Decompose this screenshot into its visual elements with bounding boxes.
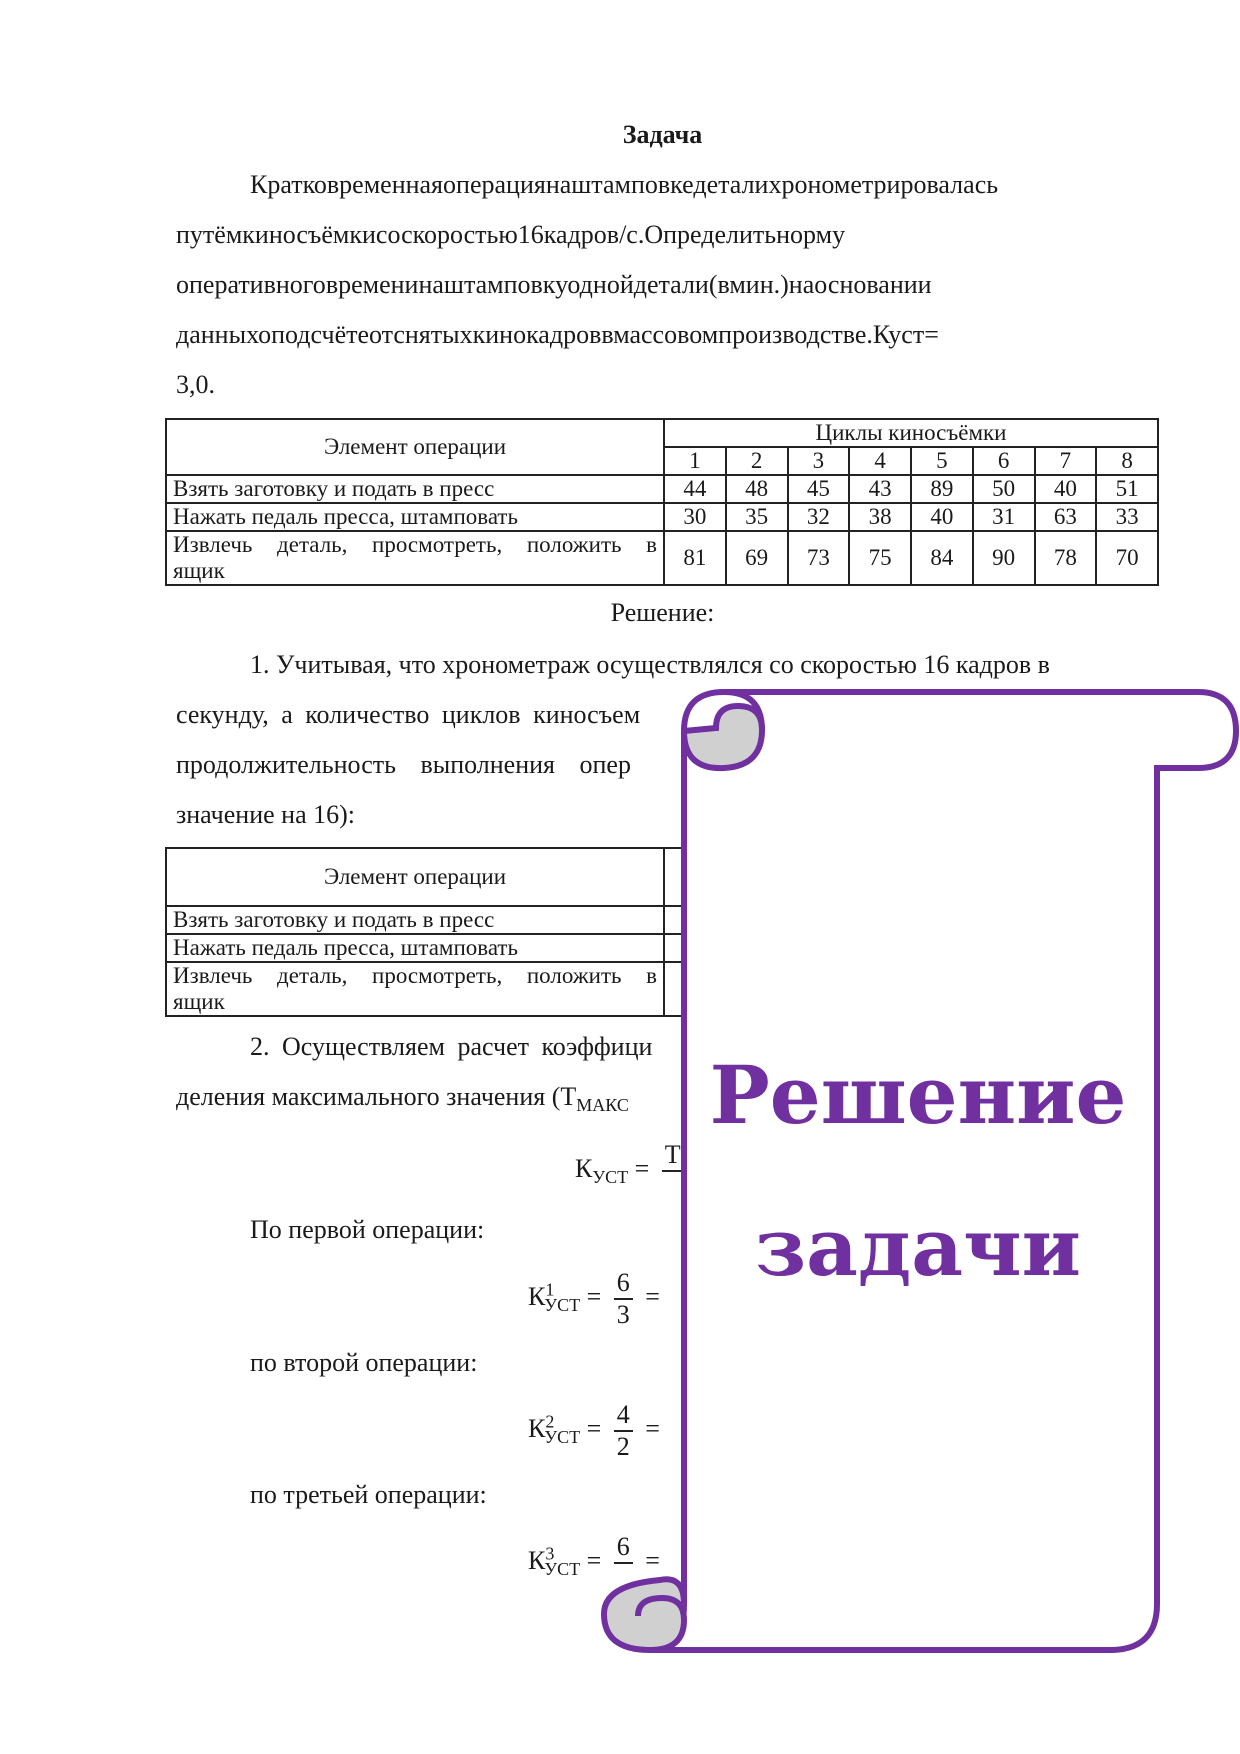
row-label: Нажать педаль пресса, штамповать (166, 503, 664, 531)
op1-formula: $К^1_{УСТ}$ = $\frac{6}{3}$ = (528, 1268, 660, 1329)
header-cycles: Циклы киносъёмки (664, 419, 1158, 447)
cycle-number: 3 (788, 447, 850, 475)
problem-line-2: путёмкиносъёмкисоскоростью16кадров/с.Определитьнорму (176, 220, 846, 249)
cell: 31 (973, 503, 1035, 531)
cell: 40 (911, 503, 973, 531)
row-label-line-1: Извлечь деталь, просмотреть, положить в (173, 963, 657, 988)
op2-formula: $К^2_{УСТ}$ = $\frac{4}{2}$ = (528, 1400, 660, 1461)
op2-label: по второй операции: (250, 1348, 478, 1377)
cycle-number: 5 (911, 447, 973, 475)
row-label-line-2: ящик (173, 558, 225, 583)
overlay-title-line-1: Решение (709, 1048, 1127, 1142)
step1-line-3: продолжительность выполнения опер (176, 750, 631, 779)
cell: 38 (849, 503, 911, 531)
row-label: Нажать педаль пресса, штамповать (166, 934, 664, 962)
cycle-number: 7 (1035, 447, 1097, 475)
cell: 35 (726, 503, 788, 531)
cell: 50 (973, 475, 1035, 503)
cell: 40 (1035, 475, 1097, 503)
header-element: Элемент операции (166, 419, 664, 475)
cell: 51 (1096, 475, 1158, 503)
cell: 78 (1035, 531, 1097, 585)
cell: 69 (726, 531, 788, 585)
cycle-number: 8 (1096, 447, 1158, 475)
row-label: Взять заготовку и подать в пресс (166, 906, 664, 934)
cycle-number: 2 (726, 447, 788, 475)
step1-line-2: секунду, а количество циклов киносъем (176, 700, 641, 729)
scroll-body (650, 692, 1236, 1650)
op3-label: по третьей операции: (250, 1480, 487, 1509)
cell: 89 (911, 475, 973, 503)
step1-line-4: значение на 16): (176, 800, 356, 829)
cell: 45 (788, 475, 850, 503)
op1-label: По первой операции: (250, 1215, 485, 1244)
step1-line-1: 1. Учитывая, что хронометраж осуществлялся со скоростью 16 кадров в (250, 650, 1050, 679)
cell: 84 (911, 531, 973, 585)
cell: 73 (788, 531, 850, 585)
step2-line-2: деления максимального значения ($Т_{МАКС}$ (176, 1082, 629, 1116)
cell: 70 (1096, 531, 1158, 585)
cell: 81 (664, 531, 726, 585)
cycle-number: 6 (973, 447, 1035, 475)
cell: 44 (664, 475, 726, 503)
cell: 43 (849, 475, 911, 503)
problem-line-4: данныхоподсчётеотснятыхкинокадроввмассовомпроизводстве.Куст= (176, 320, 939, 349)
cell: 32 (788, 503, 850, 531)
row-label: Взять заготовку и подать в пресс (166, 475, 664, 503)
formula-main: $К_{УСТ}$ = Т (575, 1140, 690, 1202)
problem-line-3: оперативноговременинаштамповкуоднойдетали(вмин.)наосновании (176, 270, 932, 299)
cell: 90 (973, 531, 1035, 585)
step2-line-1: 2. Осуществляем расчет коэффици (250, 1032, 653, 1061)
cell: 30 (664, 503, 726, 531)
overlay-title-line-2: задачи (755, 1200, 1081, 1294)
document-title: Задача (622, 120, 703, 149)
scroll-bottom-curl (604, 1579, 684, 1650)
row-label-line-2: ящик (173, 989, 225, 1014)
header-element: Элемент операции (166, 848, 664, 906)
row-label-line-1: Извлечь деталь, просмотреть, положить в (173, 532, 657, 557)
solution-heading: Решение: (610, 598, 715, 627)
cell: 33 (1096, 503, 1158, 531)
cycle-number: 4 (849, 447, 911, 475)
cell: 63 (1035, 503, 1097, 531)
problem-line-1: Кратковременнаяоперациянаштамповкедеталихронометрировалась (250, 170, 999, 199)
op3-formula: $К^3_{УСТ}$ = 6 = (528, 1532, 660, 1580)
cell: 75 (849, 531, 911, 585)
problem-line-5: 3,0. (176, 370, 215, 399)
cycle-number: 1 (664, 447, 726, 475)
cell: 48 (726, 475, 788, 503)
